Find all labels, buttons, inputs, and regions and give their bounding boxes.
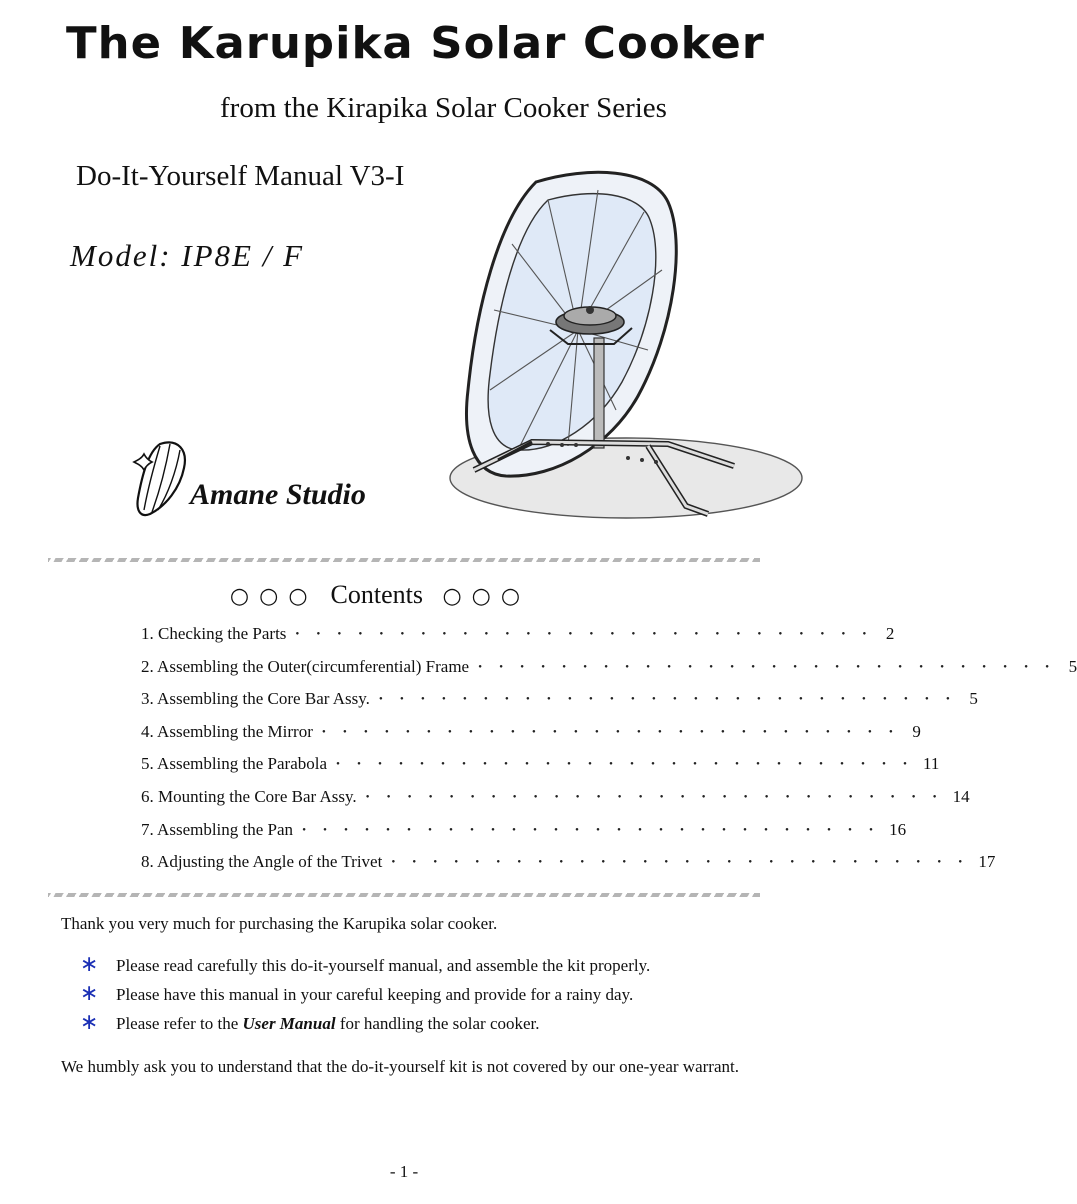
toc-label: 4. Assembling the Mirror <box>141 721 313 741</box>
note-text: Please have this manual in your careful keeping and provide for a rainy day. <box>116 985 634 1004</box>
toc-page: 9 <box>912 721 921 741</box>
toc-label: 8. Adjusting the Angle of the Trivet <box>141 852 383 872</box>
toc-item[interactable] <box>141 656 1077 690</box>
note-item <box>80 981 650 1010</box>
studio-name: Amane Studio <box>190 478 366 511</box>
asterisk-icon: ∗ <box>80 1010 99 1035</box>
note-item <box>80 1010 650 1039</box>
note-text: Please read carefully this do-it-yourself manual, and assemble the kit properly. <box>116 956 651 975</box>
toc-item[interactable] <box>141 852 996 885</box>
toc-page: 14 <box>952 786 970 806</box>
divider-bottom <box>48 893 760 897</box>
toc-label: 5. Assembling the Parabola <box>141 754 328 774</box>
toc-page: 11 <box>923 754 940 774</box>
toc-label: 2. Assembling the Outer(circumferential) Frame <box>141 656 470 676</box>
manual-version: Do-It-Yourself Manual V3-I <box>76 160 405 192</box>
toc-label: 1. Checking the Parts <box>141 624 287 643</box>
note-text-before: Please refer to the <box>116 1014 243 1033</box>
toc-item[interactable] <box>141 819 907 853</box>
contents-heading <box>0 580 760 610</box>
toc-leader: ・・・・・・・・・・・・・・・・・・・・・・・・・・・・ <box>473 660 1062 676</box>
toc-leader: ・・・・・・・・・・・・・・・・・・・・・・・・・・・・ <box>386 856 975 872</box>
toc-page: 5 <box>1068 656 1077 676</box>
page-title: The Karupika Solar Cooker <box>66 18 765 69</box>
note-text <box>116 1014 540 1034</box>
user-manual-link: User Manual <box>242 1014 336 1033</box>
toc-item[interactable] <box>141 786 970 820</box>
toc-item[interactable] <box>141 721 921 755</box>
toc-page: 5 <box>969 689 978 709</box>
toc-item[interactable] <box>141 754 940 787</box>
toc-page: 17 <box>978 852 996 872</box>
toc-leader: ・・・・・・・・・・・・・・・・・・・・・・・・・・・・ <box>373 693 962 709</box>
toc-leader: ・・・・・・・・・・・・・・・・・・・・・・・・・・・・ <box>290 628 879 643</box>
toc-label: 6. Mounting the Core Bar Assy. <box>141 786 357 806</box>
model-number: Model: IP8E / F <box>70 238 305 273</box>
toc-leader: ・・・・・・・・・・・・・・・・・・・・・・・・・・・・ <box>331 758 920 774</box>
page-number: - 1 - <box>389 1162 419 1181</box>
toc-leader: ・・・・・・・・・・・・・・・・・・・・・・・・・・・・ <box>297 823 886 839</box>
parabola-logo-icon <box>130 436 190 522</box>
note-text-after: for handling the solar cooker. <box>335 1014 540 1033</box>
contents-title: Contents <box>330 580 423 609</box>
heading-circles-right: ○○○ <box>442 584 531 609</box>
divider-top <box>48 558 760 562</box>
notes-list <box>80 952 650 1039</box>
toc-page: 16 <box>889 819 907 839</box>
toc-label: 3. Assembling the Core Bar Assy. <box>141 689 370 709</box>
solar-cooker-illustration <box>438 160 768 530</box>
thanks-text: Thank you very much for purchasing the Karupika solar cooker. <box>61 914 498 933</box>
asterisk-icon: ∗ <box>80 981 99 1006</box>
toc-leader: ・・・・・・・・・・・・・・・・・・・・・・・・・・・・ <box>360 790 949 806</box>
toc-page: 2 <box>885 624 895 643</box>
series-subtitle: from the Kirapika Solar Cooker Series <box>220 92 667 124</box>
warranty-text: We humbly ask you to understand that the do-it-yourself kit is not covered by our one-year warrant. <box>61 1057 739 1076</box>
table-of-contents <box>141 624 1077 885</box>
note-item <box>80 952 650 981</box>
heading-circles-left: ○○○ <box>229 584 318 609</box>
toc-label: 7. Assembling the Pan <box>141 819 294 839</box>
asterisk-icon: ∗ <box>80 952 99 977</box>
toc-item[interactable] <box>141 624 895 657</box>
toc-leader: ・・・・・・・・・・・・・・・・・・・・・・・・・・・・ <box>316 725 905 741</box>
toc-item[interactable] <box>141 689 978 722</box>
